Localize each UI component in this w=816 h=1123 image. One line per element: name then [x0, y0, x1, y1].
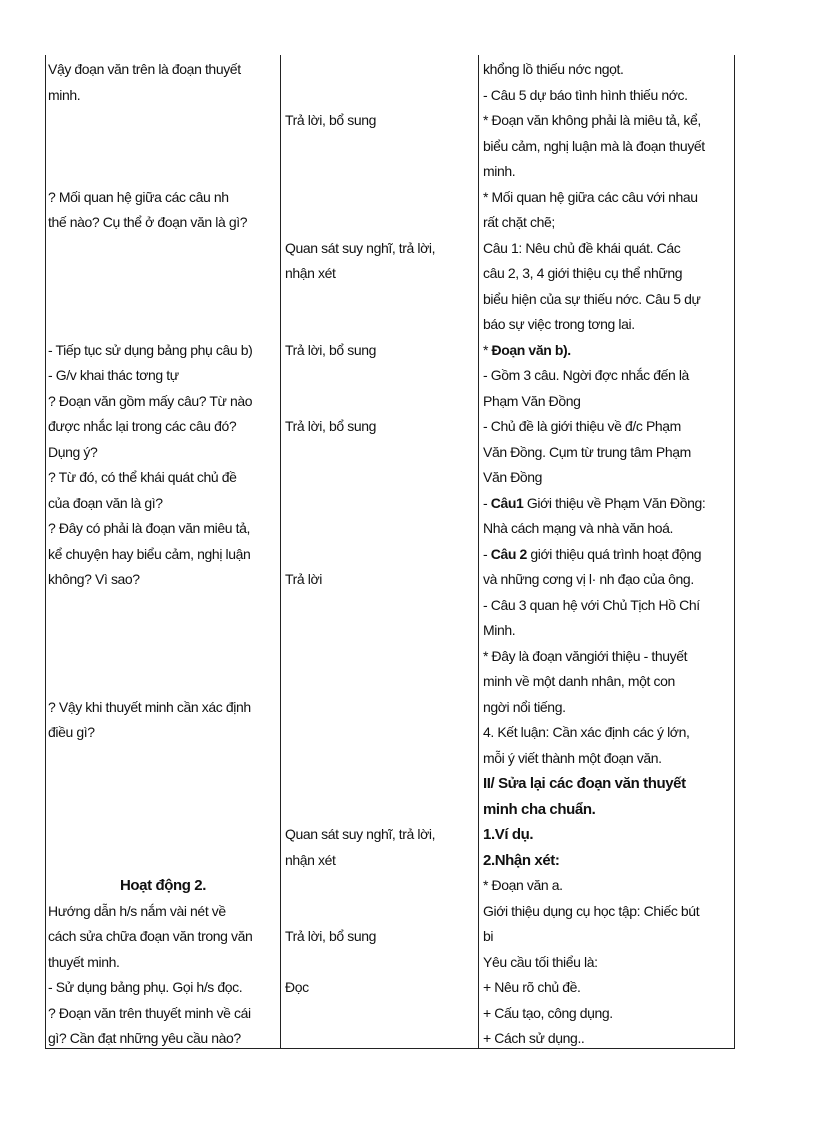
- text-line: Câu 1: Nêu chủ đề khái quát. Các: [483, 239, 681, 256]
- text-line: của đoạn văn là gì?: [48, 494, 163, 511]
- text-line: Nhà cách mạng và nhà văn hoá.: [483, 520, 673, 536]
- text-line: Vậy đoạn văn trên là đoạn thuyết: [48, 61, 241, 77]
- text-line: Hướng dẫn h/s nắm vài nét về: [48, 902, 226, 919]
- text-line: ? Đoạn văn gồm mấy câu? Từ nào: [48, 392, 253, 409]
- text-line: gì? Cần đạt những yêu cầu nào?: [48, 1030, 241, 1046]
- text-line: kể chuyện hay biểu cảm, nghị luận: [48, 545, 251, 562]
- text-line: - Sử dụng bảng phụ. Gọi h/s đọc.: [48, 979, 243, 995]
- text-line: - Tiếp tục sử dụng bảng phụ câu b): [48, 341, 253, 358]
- text-line: [483, 491, 733, 517]
- text-line: Phạm Văn Đồng: [483, 392, 581, 409]
- text-line: ? Đây có phải là đoạn văn miêu tả,: [48, 520, 250, 536]
- text-line: * Đoạn văn a.: [483, 877, 563, 893]
- line-suffix: Giới thiệu về Phạm Văn Đồng:: [523, 494, 706, 511]
- text-line: minh.: [483, 163, 516, 179]
- text-line: và những cơng vị l· nh đạo của ông.: [483, 571, 694, 587]
- text-line: biểu hiện của sự thiếu nớc. Câu 5 dự: [483, 290, 701, 307]
- teacher-activity-column: [48, 55, 278, 1049]
- text-line: 2.Nhận xét:: [483, 851, 560, 869]
- text-line: * Mối quan hệ giữa các câu với nhau: [483, 188, 698, 205]
- text-line: không? Vì sao?: [48, 571, 140, 587]
- column-divider-1: [280, 55, 281, 1049]
- text-line: Đọc: [285, 979, 309, 995]
- text-line: thế nào? Cụ thể ở đoạn văn là gì?: [48, 214, 248, 230]
- text-line: nhận xét: [285, 851, 336, 868]
- text-line: Trả lời, bổ sung: [285, 418, 376, 434]
- text-line: Trả lời, bổ sung: [285, 928, 376, 944]
- text-line: Trả lời, bổ sung: [285, 341, 376, 358]
- text-line: * Đoạn văn không phải là miêu tả, kể,: [483, 112, 701, 128]
- text-line: ? Từ đó, có thể khái quát chủ đề: [48, 469, 237, 485]
- text-line: * Đây là đoạn văngiới thiệu - thuyết: [483, 647, 688, 664]
- text-line: thuyết minh.: [48, 953, 120, 970]
- lesson-content-column: [483, 55, 733, 1049]
- text-line: minh.: [48, 86, 81, 103]
- text-line: Quan sát suy nghĩ, trả lời,: [285, 239, 436, 256]
- text-line: + Cấu tạo, công dụng.: [483, 1004, 613, 1021]
- line-suffix: giới thiệu quá trình hoạt động: [526, 545, 702, 562]
- text-line: cách sửa chữa đoạn văn trong văn: [48, 928, 253, 944]
- bold-lead: Đoạn văn b).: [491, 341, 571, 358]
- text-line: + Nêu rõ chủ đề.: [483, 979, 581, 995]
- text-line: điều gì?: [48, 724, 95, 740]
- table-border-right: [734, 55, 735, 1049]
- text-line: minh cha chuẩn.: [483, 800, 596, 818]
- bold-lead: Câu1: [490, 494, 524, 511]
- text-line: Hoạt động 2.: [119, 877, 207, 894]
- text-line: nhận xét: [285, 265, 336, 281]
- text-line: Trả lời, bổ sung: [285, 112, 376, 128]
- text-line: rất chặt chẽ;: [483, 214, 555, 230]
- text-line: khổng lồ thiếu nớc ngọt.: [483, 61, 624, 77]
- table-border-left: [45, 55, 46, 1049]
- text-line: II/ Sửa lại các đoạn văn thuyết: [483, 775, 686, 792]
- text-line: bi: [483, 928, 494, 944]
- bold-lead: Câu 2: [490, 545, 527, 562]
- student-activity-column: [285, 55, 475, 1049]
- text-line: Văn Đồng: [483, 469, 543, 485]
- text-line: + Cách sử dụng..: [483, 1030, 585, 1046]
- line-prefix: *: [483, 341, 492, 358]
- text-line: - Gồm 3 câu. Ngời đợc nhắc đến là: [483, 367, 689, 383]
- line-prefix: -: [483, 494, 491, 511]
- text-line: - Chủ đề là giới thiệu về đ/c Phạm: [483, 418, 681, 434]
- text-line: [483, 338, 733, 364]
- text-line: Minh.: [483, 622, 516, 638]
- text-line: Trả lời: [285, 571, 322, 587]
- text-line: Văn Đồng. Cụm từ trung tâm Phạm: [483, 443, 691, 460]
- text-line: Yêu cầu tối thiểu là:: [483, 953, 598, 970]
- text-line: báo sự việc trong tơng lai.: [483, 316, 635, 332]
- text-line: - Câu 3 quan hệ với Chủ Tịch Hồ Chí: [483, 596, 700, 613]
- text-line: Quan sát suy nghĩ, trả lời,: [285, 826, 436, 842]
- text-line: ngời nổi tiếng.: [483, 698, 566, 715]
- text-line: ? Mối quan hệ giữa các câu nh: [48, 188, 229, 205]
- text-line: minh về một danh nhân, một con: [483, 673, 675, 689]
- text-line: [483, 542, 733, 568]
- text-line: biểu cảm, nghị luận mà là đoạn thuyết: [483, 137, 705, 154]
- text-line: câu 2, 3, 4 giới thiệu cụ thể những: [483, 265, 683, 281]
- lesson-table: [45, 55, 735, 1049]
- text-line: ? Vậy khi thuyết minh cần xác định: [48, 698, 251, 715]
- text-line: ? Đoạn văn trên thuyết minh về cái: [48, 1004, 251, 1021]
- text-line: Dụng ý?: [48, 443, 98, 460]
- text-line: mỗi ý viết thành một đoạn văn.: [483, 749, 662, 766]
- text-line: - Câu 5 dự báo tình hình thiếu nớc.: [483, 86, 688, 103]
- text-line: 4. Kết luận: Cần xác định các ý lớn,: [483, 724, 690, 740]
- line-prefix: -: [483, 545, 491, 562]
- text-line: 1.Ví dụ.: [483, 826, 534, 843]
- text-line: Giới thiệu dụng cụ học tập: Chiếc bút: [483, 902, 700, 919]
- column-divider-2: [478, 55, 479, 1049]
- text-line: được nhắc lại trong các câu đó?: [48, 418, 237, 434]
- text-line: - G/v khai thác tơng tự: [48, 367, 179, 383]
